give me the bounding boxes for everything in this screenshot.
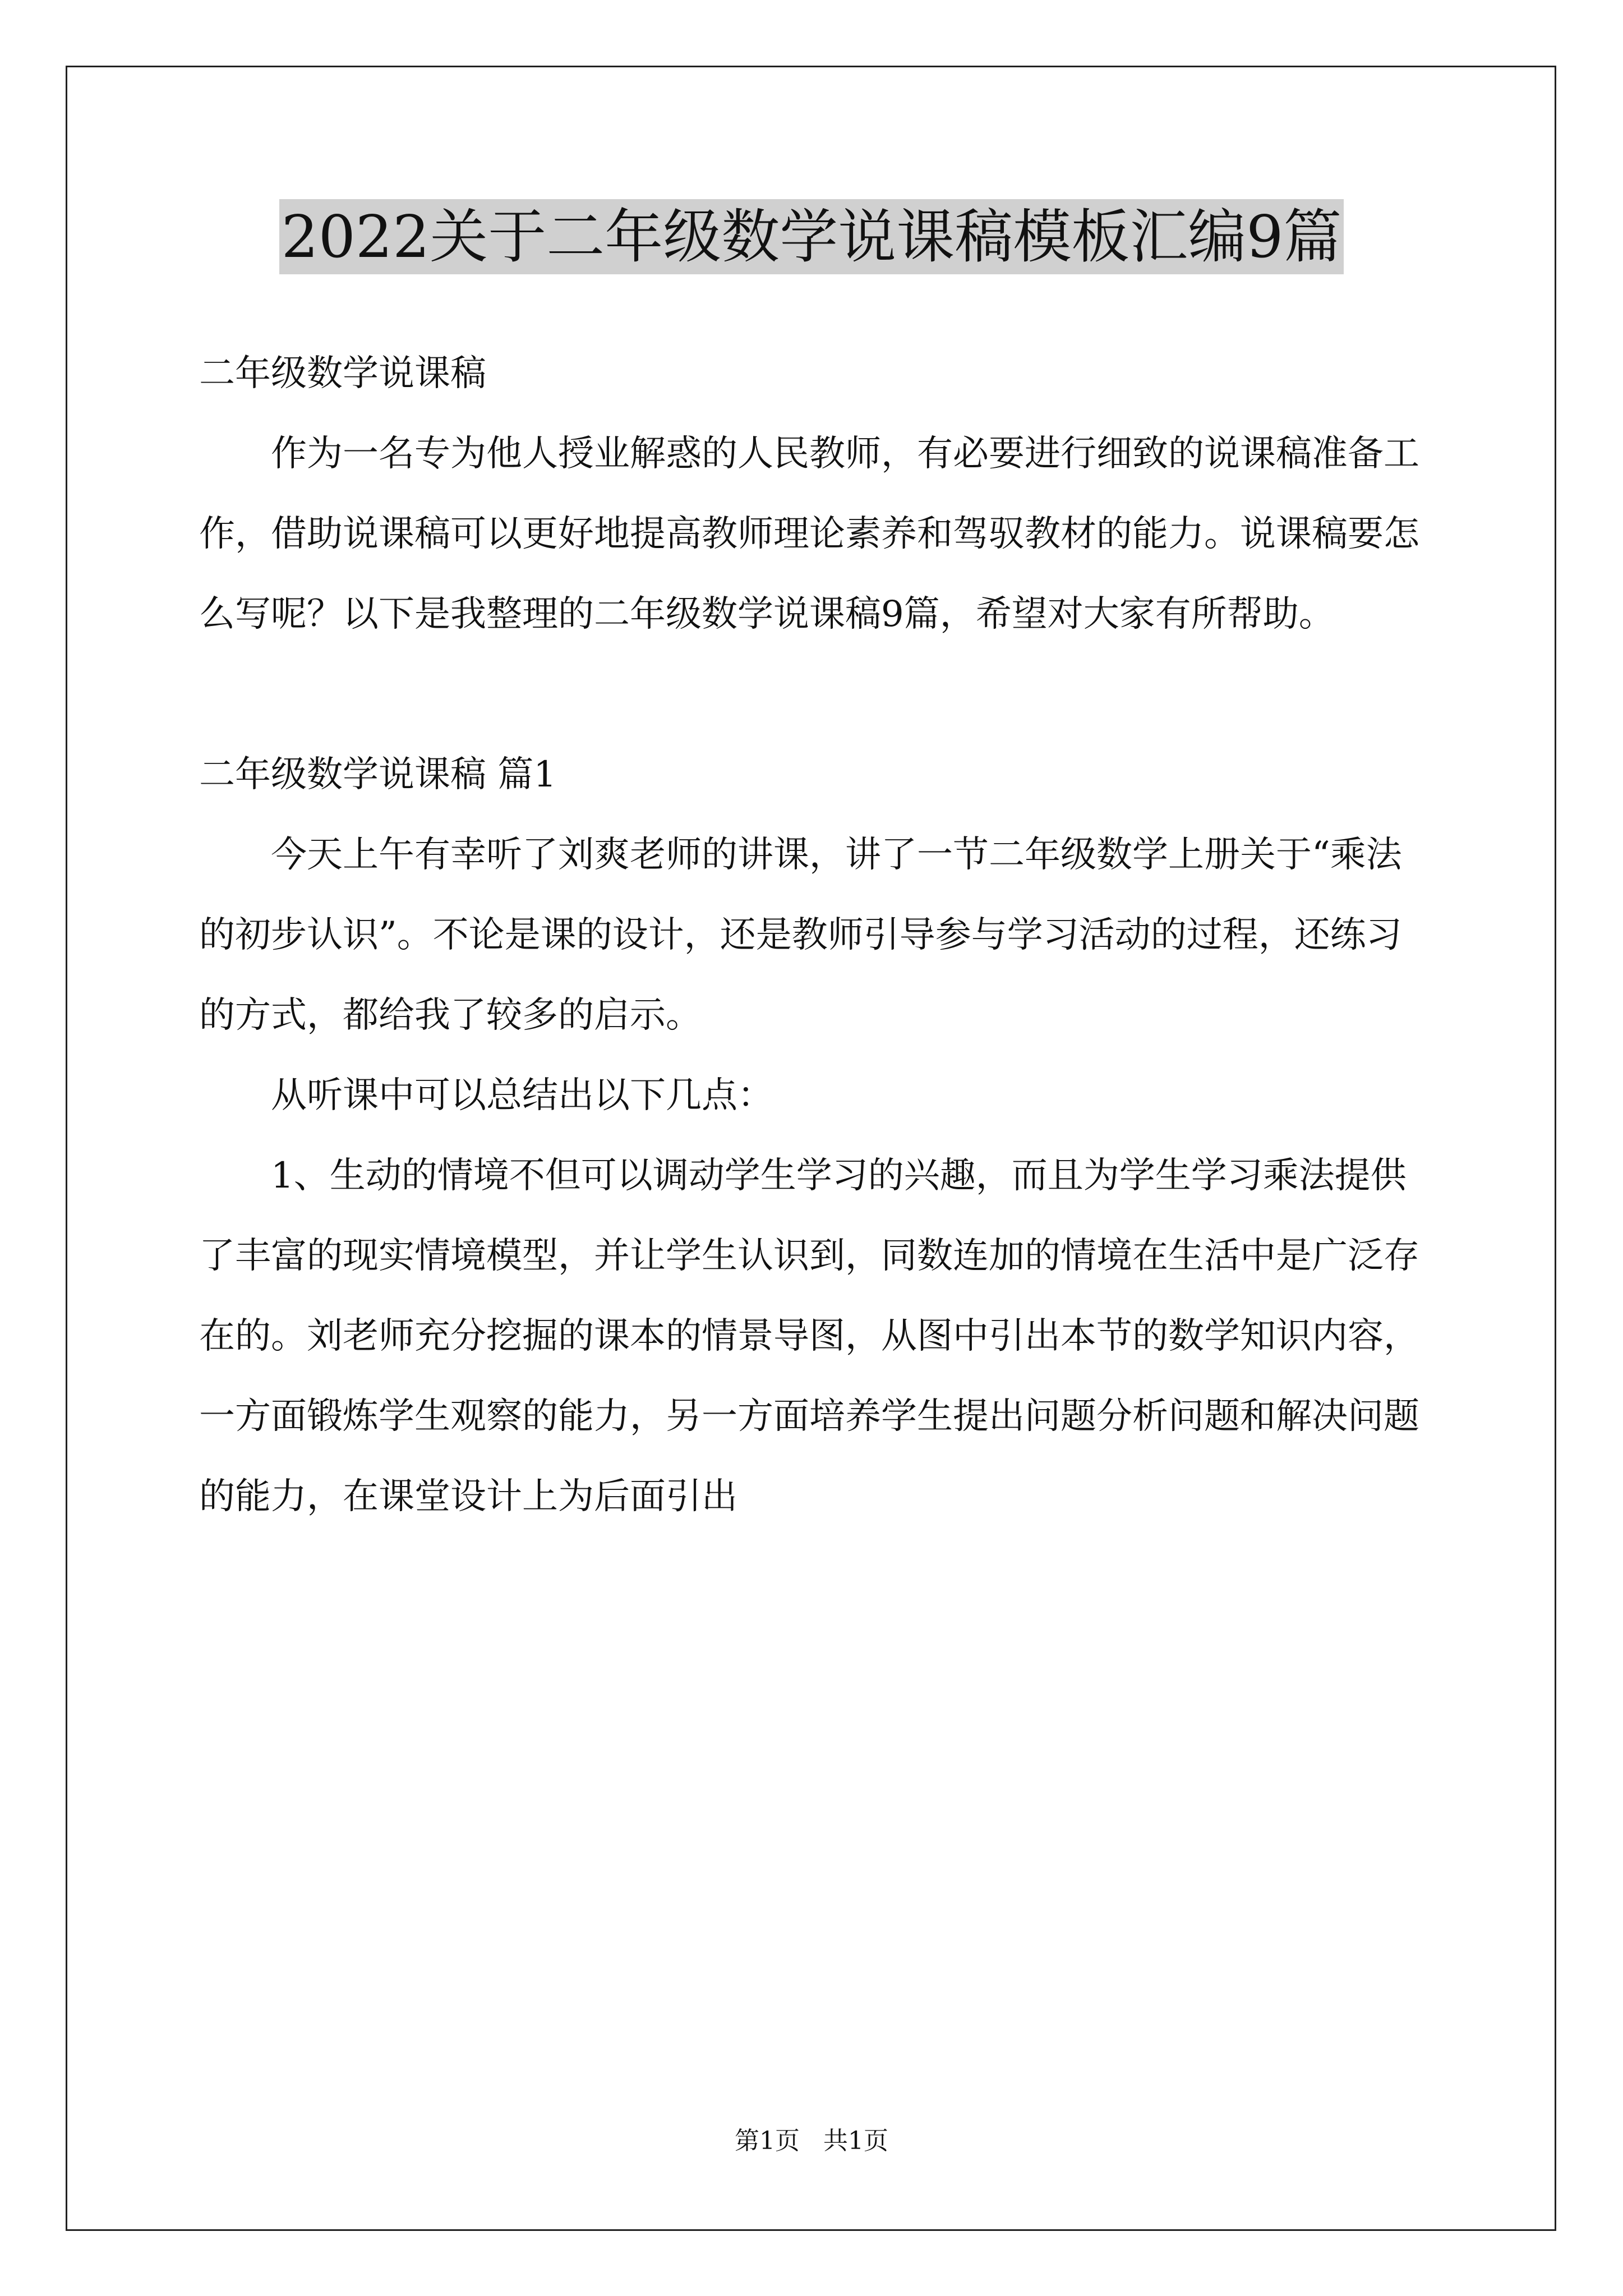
intro-paragraph: 作为一名专为他人授业解惑的人民教师，有必要进行细致的说课稿准备工作，借助说课稿可以更好地提高教师理论素养和驾驭教材的能力。说课稿要怎么写呢？以下是我整理的二年级数学说课稿9篇，希望对大家有所帮助。 xyxy=(199,433,1419,635)
title-container xyxy=(0,199,1623,274)
document-body xyxy=(199,334,1427,1537)
body-paragraph: 今天上午有幸听了刘爽老师的讲课，讲了一节二年级数学上册关于“乘法的初步认识”。不论是课的设计，还是教师引导参与学习活动的过程，还练习的方式，都给我了较多的启示。 xyxy=(199,834,1402,1036)
page-footer: 第1页 共1页 xyxy=(735,2127,888,2155)
section-heading-part-1: 二年级数学说课稿 篇1 xyxy=(199,754,557,795)
body-paragraph: 1、生动的情境不但可以调动学生学习的兴趣，而且为学生学习乘法提供了丰富的现实情境模型，并让学生认识到，同数连加的情境在生活中是广泛存在的。刘老师充分挖掘的课本的情景导图，从图中引出本节的数学知识内容，一方面锻炼学生观察的能力，另一方面培养学生提出问题分析问题和解决问题的能力，在课堂设计上为后面引出 xyxy=(199,1155,1419,1517)
body-paragraph: 从听课中可以总结出以下几点： xyxy=(271,1075,773,1116)
document-title: 2022关于二年级数学说课稿模板汇编9篇 xyxy=(279,199,1344,274)
section-heading: 二年级数学说课稿 xyxy=(199,353,486,394)
